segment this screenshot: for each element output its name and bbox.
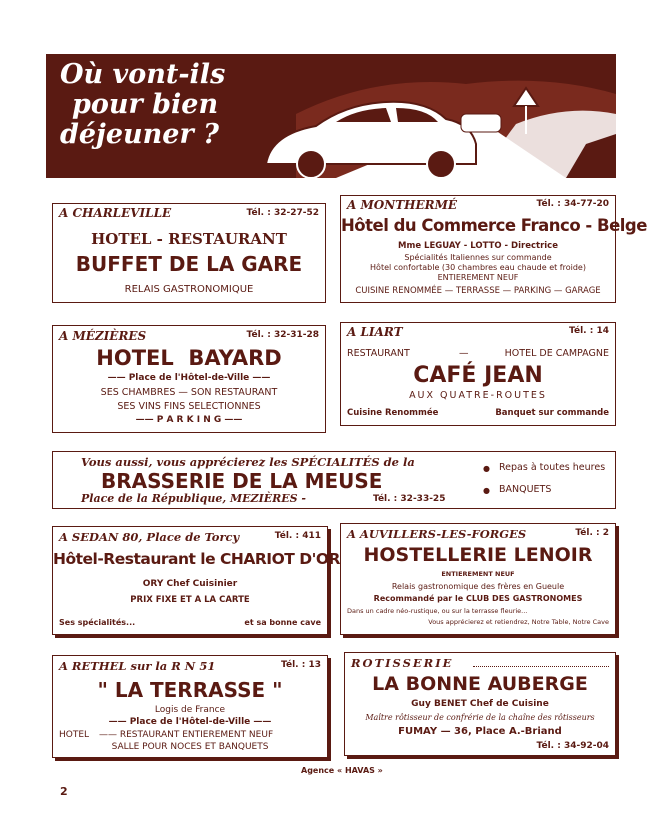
ad-rotisserie <box>344 652 616 756</box>
ad-title: CAFÉ JEAN <box>413 363 543 388</box>
ad-line-2: —— Place de l'Hôtel-de-Ville —— <box>108 717 272 727</box>
page-number: 2 <box>60 785 68 798</box>
ad-location: A MÉZIÈRES <box>59 329 147 343</box>
ad-tel: Tél. : 32-31-28 <box>246 330 319 340</box>
ad-director: Mme LEGUAY - LOTTO - Directrice <box>398 241 558 251</box>
bullet-icon: ● <box>483 486 490 495</box>
ad-line-3b: —— RESTAURANT ENTIEREMENT NEUF <box>99 730 274 740</box>
ad-line-4: CUISINE RENOMMÉE — TERRASSE — PARKING — GARAGE <box>355 286 601 296</box>
ad-title: HOTEL BAYARD <box>96 346 282 370</box>
ad-tel: Tél. : 14 <box>569 326 609 336</box>
ad-line-3: SES VINS FINS SELECTIONNES <box>117 401 261 412</box>
ad-line-3a: HOTEL <box>59 730 90 740</box>
ad-line-3b: et sa bonne cave <box>244 618 321 627</box>
ad-location: A RETHEL sur la R N 51 <box>59 659 216 673</box>
agency-credit: Agence « HAVAS » <box>301 766 383 775</box>
ad-title: BRASSERIE DE LA MEUSE <box>101 469 383 493</box>
ad-line-1a: RESTAURANT <box>347 348 410 359</box>
ad-line-1: Spécialités Italiennes sur commande <box>404 253 552 262</box>
ad-line-4: SALLE POUR NOCES ET BANQUETS <box>111 742 269 752</box>
ad-title: HOSTELLERIE LENOIR <box>363 544 593 566</box>
ad-tel: Tél. : 13 <box>281 660 321 670</box>
ad-line-3: ENTIEREMENT NEUF <box>437 273 519 282</box>
ad-line-1: HOTEL - RESTAURANT <box>91 230 287 248</box>
ad-line-3: Place de la République, MEZIÈRES - <box>81 492 306 505</box>
ad-line-4: Dans un cadre néo-rustique, ou sur la terrasse fleurie... <box>347 607 528 615</box>
ad-line-1: ENTIEREMENT NEUF <box>441 570 515 578</box>
ad-line-1c: HOTEL DE CAMPAGNE <box>504 348 609 359</box>
ad-line-1: Vous aussi, vous apprécierez les SPÉCIALITÉS de la <box>81 455 415 469</box>
ad-line-2: Hôtel confortable (30 chambres eau chaude et froide) <box>370 263 586 272</box>
ad-title: BUFFET DE LA GARE <box>75 252 303 276</box>
ad-line-4: —— P A R K I N G —— <box>135 415 243 425</box>
ad-line-3a: Cuisine Renommée <box>347 408 439 418</box>
ad-location: ROTISSERIE <box>351 656 454 670</box>
ad-line-3: FUMAY — 36, Place A.-Briand <box>398 726 562 737</box>
ad-location: A AUVILLERS-LES-FORGES <box>347 527 527 541</box>
ad-sedan <box>52 526 340 635</box>
ad-tel: Tél. : 32-33-25 <box>373 494 446 504</box>
ad-line-1: Logis de France <box>154 705 226 715</box>
dotted-rule <box>473 666 609 667</box>
ad-brasserie-meuse <box>52 451 616 509</box>
ad-location: A LIART <box>347 325 403 339</box>
ad-line-2: Relais gastronomique des frères en Gueule <box>391 582 565 591</box>
ad-line-3a: Ses spécialités... <box>59 618 136 627</box>
ad-line-2: PRIX FIXE ET A LA CARTE <box>130 595 250 605</box>
banner-title <box>60 60 225 150</box>
ad-line-1: —— Place de l'Hôtel-de-Ville —— <box>107 373 271 383</box>
ad-line-1: ORY Chef Cuisinier <box>142 579 238 589</box>
ad-tel: Tél. : 411 <box>274 531 321 541</box>
ad-line-5: Vous apprécierez et retiendrez, Notre Table, Notre Cave <box>428 618 609 626</box>
ad-auvillers <box>340 523 616 635</box>
ad-tel: Tél. : 2 <box>575 528 609 538</box>
ad-sub: AUX QUATRE-ROUTES <box>409 390 547 401</box>
ad-mezieres <box>52 325 326 433</box>
ad-line-3: RELAIS GASTRONOMIQUE <box>124 284 254 295</box>
ad-bullet-1: Repas à toutes heures <box>499 462 606 473</box>
bullet-icon: ● <box>483 464 490 473</box>
ad-line-2: SES CHAMBRES — SON RESTAURANT <box>100 387 278 398</box>
ad-location: A MONTHERMÉ <box>347 198 458 212</box>
ad-location: A SEDAN 80, Place de Torcy <box>59 530 240 544</box>
ad-title: " LA TERRASSE " <box>97 678 283 702</box>
ad-title: Hôtel du Commerce Franco - Belge <box>341 216 647 235</box>
ad-line-3: Recommandé par le CLUB DES GASTRONOMES <box>373 594 583 603</box>
ad-line-1: Guy BENET Chef de Cuisine <box>411 699 549 709</box>
ad-tel: Tél. : 34-77-20 <box>536 199 609 209</box>
banner <box>46 54 616 178</box>
banner-line-1: Où vont-ils <box>60 59 226 90</box>
ad-tel: Tél. : 34-92-04 <box>536 741 609 751</box>
ad-montherme <box>340 195 647 303</box>
ad-liart <box>340 322 616 426</box>
banner-line-2: pour bien <box>72 89 219 120</box>
ad-bullet-2: BANQUETS <box>499 484 552 495</box>
ad-title: Hôtel-Restaurant le CHARIOT D'OR <box>53 550 340 568</box>
ad-line-1b: — <box>459 348 469 359</box>
ad-rethel <box>52 655 328 758</box>
ad-line-2: Maître rôtisseur de confrérie de la chaîne des rôtisseurs <box>365 713 595 722</box>
ad-line-3b: Banquet sur commande <box>495 408 609 418</box>
ad-location: A CHARLEVILLE <box>59 206 172 220</box>
banner-line-3: déjeuner ? <box>60 119 219 150</box>
ad-title: LA BONNE AUBERGE <box>372 673 588 695</box>
ad-tel: Tél. : 32-27-52 <box>246 208 319 218</box>
ad-charleville <box>52 203 326 303</box>
